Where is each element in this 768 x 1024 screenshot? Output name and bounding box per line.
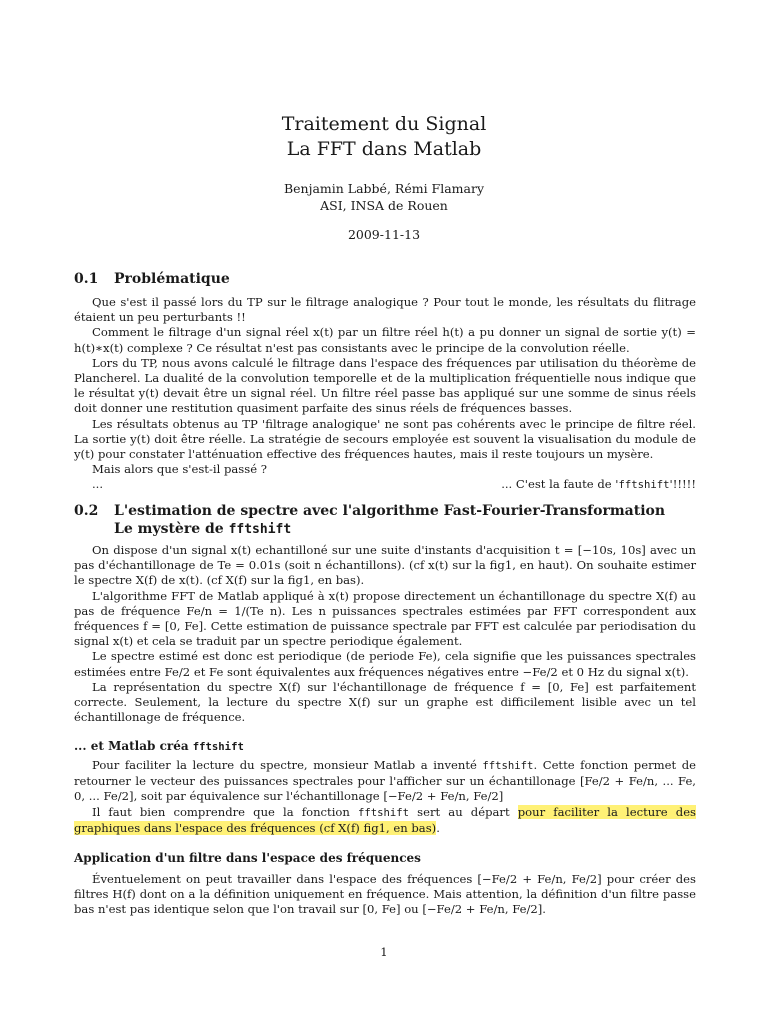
text-run: . [436, 820, 440, 835]
paragraph [74, 758, 696, 805]
affiliation: ASI, INSA de Rouen [320, 198, 448, 213]
section-body-0-2 [74, 543, 696, 725]
code-fftshift: fftshift [618, 479, 670, 492]
ellipsis-left: ... [92, 477, 104, 492]
text-run: ... C'est la faute de ' [501, 477, 619, 492]
title-line-2: La FFT dans Matlab [286, 138, 482, 160]
section-body-0-1 [74, 295, 696, 494]
section-title-line-2: Le mystère de [114, 521, 229, 537]
author-names: Benjamin Labbé, Rémi Flamary [283, 181, 485, 196]
paragraph: Lors du TP, nous avons calculé le filtrage dans l'espace des fréquences par utilisation du théorème de Plancherel. La dualité de la convolution temporelle et de la multiplication fréquentielle nous indique que le résultat y(t) devait être un signal réel. Un filtre réel passe bas appliqué sur une somme de sinus réels doit donner une restitution quasiment parfaite des sinus réels de fréquences basses. [74, 355, 696, 416]
section-heading-0-1 [74, 270, 696, 288]
paragraph: Comment le filtrage d'un signal réel x(t) par un filtre réel h(t) a pu donner un signal de sortie y(t) = h(t)∗x(t) complexe ? Ce résultat n'est pas consistants avec le principe de la convolution réelle. [74, 325, 696, 355]
title-block [0, 112, 768, 243]
code-fftshift: fftshift [357, 806, 410, 819]
text-run: Pour faciliter la lecture du spectre, monsieur Matlab a inventé [92, 758, 483, 772]
authors [0, 180, 768, 214]
section-number: 0.2 [74, 503, 99, 519]
paragraph: Que s'est il passé lors du TP sur le filtrage analogique ? Pour tout le monde, les résultats du flitrage étaient un peu perturbants !! [74, 295, 696, 325]
paragraph: Les résultats obtenus au TP 'filtrage analogique' ne sont pas cohérents avec le principe de filtre réel. La sortie y(t) doit être réelle. La stratégie de secours employée est souvent la visualisation du module de y(t) pour constater l'atténuation effective des fréquences hautes, mais il reste toujours un mysère. [74, 416, 696, 462]
paragraph: On dispose d'un signal x(t) echantilloné sur une suite d'instants d'acquisition t = [−10s, 10s] avec un pas d'échantillonage de Te = 0.01s (soit n échantillons). (cf x(t) sur la fig1, en haut). On souhaite estimer le spectre X(f) de x(t). (cf X(f) sur la fig1, en bas). [74, 543, 696, 588]
paragraph: La représentation du spectre X(f) sur l'échantillonage de fréquence f = [0, Fe] est parfaitement correcte. Seulement, la lecture du spectre X(f) sur un graphe est difficilement lisible avec un tel échantillonage de fréquence. [74, 679, 696, 725]
subsection-title: ... et Matlab créa [74, 739, 193, 753]
section-title-line-1: L'estimation de spectre avec l'algorithme Fast-Fourier-Transformation [114, 503, 666, 519]
paragraph: Le spectre estimé est donc est periodique (de periode Fe), cela signifie que les puissances spectrales estimées entre Fe/2 et Fe sont équivalentes aux fréquences négatives entre −Fe/2 et 0 Hz du signal x(t). [74, 649, 696, 679]
text-run: sert au départ [409, 804, 518, 819]
subsection-body-fftshift [74, 758, 696, 836]
paragraph [74, 805, 696, 836]
title-line-1: Traitement du Signal [281, 113, 487, 135]
code-fftshift: fftshift [192, 741, 244, 753]
section-title: Problématique [114, 271, 230, 287]
subsection-heading-application [74, 850, 696, 866]
code-fftshift: fftshift [228, 522, 292, 537]
code-fftshift: fftshift [482, 760, 534, 772]
highlighted-text: pour faciliter la lecture des graphiques dans l'espace des fréquences (cf X(f) fig1, en bas) [74, 804, 697, 835]
subsection-heading-fftshift [74, 738, 696, 755]
text-run: Il faut bien comprendre que la fonction [92, 804, 358, 819]
page-number: 1 [380, 945, 388, 959]
subsection-title: Application d'un filtre dans l'espace des fréquences [74, 851, 421, 865]
paragraph-ellipsis-line [74, 477, 696, 493]
ellipsis-right [501, 477, 696, 493]
date: 2009-11-13 [347, 227, 421, 242]
paragraph: Éventuelement on peut travailler dans l'espace des fréquences [−Fe/2 + Fe/n, Fe/2] pour créer des filtres H(f) dont on a la définition uniquement en fréquence. Mais attention, la définition d'un filtre passe bas n'est pas identique selon que l'on travail sur [0, Fe] ou [−Fe/2 + Fe/n, Fe/2]. [74, 872, 696, 917]
paragraph: L'algorithme FFT de Matlab appliqué à x(t) propose directement un échantillonage du spectre X(f) au pas de fréquence Fe/n = 1/(Te n). Les n puissances spectrales estimées par FFT correspondent aux fréquences f = [0, Fe]. Cette estimation de puissance spectrale par FFT est calculée par periodisation du signal x(t) et cela se traduit par un spectre periodique également. [74, 588, 696, 649]
text-run: . Cette fonction permet de retourner le vecteur des puissances spectrales pour l'afficher sur un échantillonage [Fe/2 + Fe/n, ... Fe, 0, ... Fe/2], soit par équivalence sur l'échantillonage [−Fe/2 + Fe/n, Fe/2] [74, 758, 696, 804]
subsection-body-application [74, 872, 696, 918]
paragraph: Mais alors que s'est-il passé ? [92, 462, 267, 477]
text-run: '!!!!! [669, 477, 696, 492]
section-heading-0-2 [74, 502, 696, 539]
section-number: 0.1 [74, 271, 99, 287]
